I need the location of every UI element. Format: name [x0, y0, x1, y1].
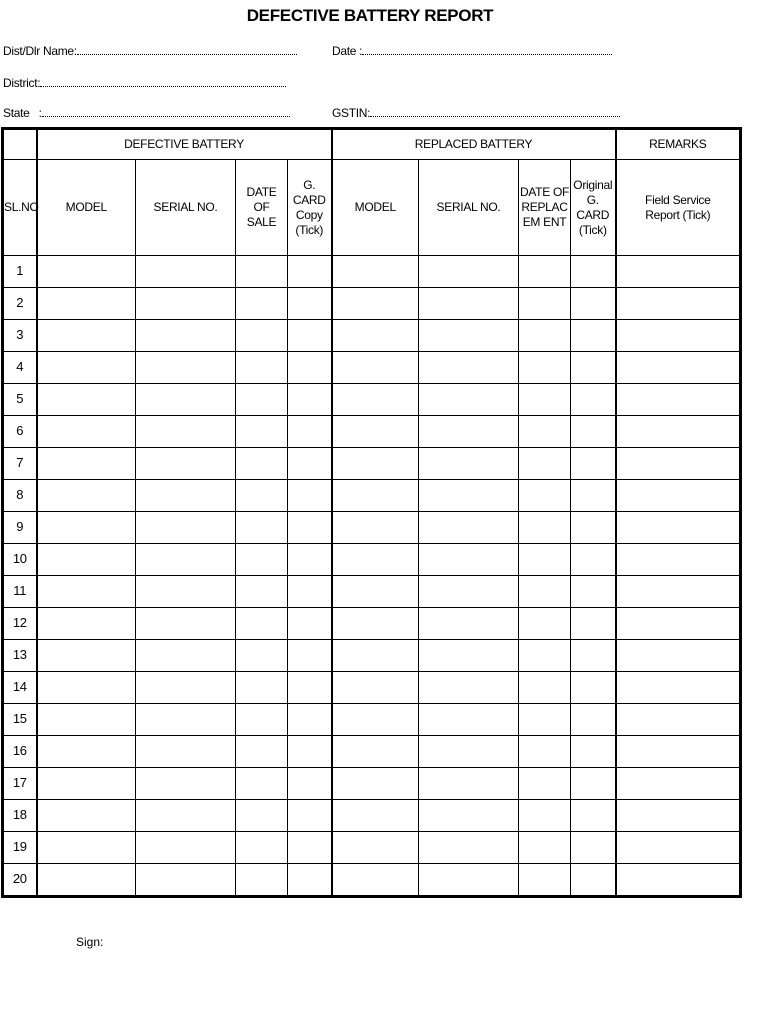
date-of-sale-cell[interactable]	[236, 800, 288, 832]
serial-no-cell[interactable]	[136, 256, 236, 288]
serial-no-cell[interactable]	[136, 448, 236, 480]
model-cell[interactable]	[37, 256, 136, 288]
row-number-cell: 2	[3, 288, 37, 320]
original-g-card-cell[interactable]	[571, 544, 616, 576]
serial-no-cell[interactable]	[136, 736, 236, 768]
replaced-model-cell[interactable]	[332, 352, 419, 384]
date-of-replacement-cell[interactable]	[519, 736, 571, 768]
model-cell[interactable]	[37, 320, 136, 352]
replaced-model-cell[interactable]	[332, 448, 419, 480]
date-line[interactable]	[362, 44, 612, 55]
date-of-sale-cell[interactable]	[236, 576, 288, 608]
row-number-cell: 9	[3, 512, 37, 544]
replaced-model-cell[interactable]	[332, 288, 419, 320]
serial-no-cell[interactable]	[136, 480, 236, 512]
sign-label: Sign:	[76, 935, 104, 949]
dist-dlr-name-line[interactable]	[77, 44, 297, 55]
replaced-serial-no-cell[interactable]	[419, 704, 519, 736]
original-g-card-cell[interactable]	[571, 512, 616, 544]
date-of-replacement-header: DATE OF REPLACEM ENT	[519, 160, 571, 256]
gstin-line[interactable]	[370, 106, 620, 117]
replaced-battery-heading: REPLACED BATTERY	[332, 129, 616, 160]
date-of-sale-cell[interactable]	[236, 640, 288, 672]
date-of-replacement-cell[interactable]	[519, 672, 571, 704]
serial-no-cell[interactable]	[136, 608, 236, 640]
date-of-replacement-cell[interactable]	[519, 704, 571, 736]
dist-dlr-name-field[interactable]	[3, 44, 297, 58]
date-of-replacement-cell[interactable]	[519, 576, 571, 608]
original-g-card-cell[interactable]	[571, 320, 616, 352]
row-number-cell: 20	[3, 864, 37, 897]
replaced-model-cell[interactable]	[332, 416, 419, 448]
replaced-model-cell[interactable]	[332, 704, 419, 736]
state-field[interactable]	[3, 106, 290, 120]
table-row	[3, 832, 741, 864]
replaced-model-cell[interactable]	[332, 608, 419, 640]
replaced-serial-no-cell[interactable]	[419, 736, 519, 768]
row-number-cell: 12	[3, 608, 37, 640]
replaced-model-cell[interactable]	[332, 672, 419, 704]
state-label: State :	[3, 106, 42, 120]
table-row	[3, 352, 741, 384]
row-number-cell: 11	[3, 576, 37, 608]
remarks-cell[interactable]	[616, 288, 741, 320]
date-of-sale-cell[interactable]	[236, 320, 288, 352]
date-of-sale-cell[interactable]	[236, 352, 288, 384]
model-cell[interactable]	[37, 480, 136, 512]
model-cell[interactable]	[37, 864, 136, 897]
table-row	[3, 256, 741, 288]
date-of-sale-header: DATE OF SALE	[236, 160, 288, 256]
gstin-label: GSTIN:	[332, 106, 371, 120]
replaced-serial-no-cell[interactable]	[419, 480, 519, 512]
replaced-model-cell[interactable]	[332, 768, 419, 800]
row-number-cell: 15	[3, 704, 37, 736]
serial-no-cell[interactable]	[136, 352, 236, 384]
replaced-model-cell[interactable]	[332, 576, 419, 608]
date-of-replacement-cell[interactable]	[519, 640, 571, 672]
remarks-cell[interactable]	[616, 672, 741, 704]
replaced-serial-no-cell[interactable]	[419, 320, 519, 352]
g-card-copy-cell[interactable]	[288, 608, 332, 640]
date-of-replacement-cell[interactable]	[519, 832, 571, 864]
table-row	[3, 864, 741, 897]
date-of-sale-cell[interactable]	[236, 288, 288, 320]
row-number-cell: 13	[3, 640, 37, 672]
date-of-replacement-cell[interactable]	[519, 800, 571, 832]
serial-no-cell[interactable]	[136, 704, 236, 736]
remarks-cell[interactable]	[616, 768, 741, 800]
serial-no-header: SERIAL NO.	[136, 160, 236, 256]
table-row	[3, 384, 741, 416]
serial-no-cell[interactable]	[136, 320, 236, 352]
g-card-copy-cell[interactable]	[288, 288, 332, 320]
date-of-replacement-cell[interactable]	[519, 448, 571, 480]
serial-no-cell[interactable]	[136, 864, 236, 897]
date-of-sale-cell[interactable]	[236, 608, 288, 640]
replaced-serial-no-cell[interactable]	[419, 288, 519, 320]
replaced-serial-no-cell[interactable]	[419, 512, 519, 544]
date-of-sale-cell[interactable]	[236, 544, 288, 576]
date-of-sale-cell[interactable]	[236, 256, 288, 288]
g-card-copy-cell[interactable]	[288, 576, 332, 608]
remarks-cell[interactable]	[616, 480, 741, 512]
g-card-copy-cell[interactable]	[288, 416, 332, 448]
g-card-copy-cell[interactable]	[288, 800, 332, 832]
replaced-serial-no-cell[interactable]	[419, 544, 519, 576]
serial-no-cell[interactable]	[136, 416, 236, 448]
date-of-sale-cell[interactable]	[236, 832, 288, 864]
date-of-replacement-cell[interactable]	[519, 864, 571, 897]
original-g-card-cell[interactable]	[571, 384, 616, 416]
table-row	[3, 480, 741, 512]
model-cell[interactable]	[37, 416, 136, 448]
date-of-replacement-cell[interactable]	[519, 288, 571, 320]
g-card-copy-cell[interactable]	[288, 672, 332, 704]
date-of-replacement-cell[interactable]	[519, 608, 571, 640]
row-number-cell: 14	[3, 672, 37, 704]
g-card-copy-cell[interactable]	[288, 448, 332, 480]
row-number-cell: 17	[3, 768, 37, 800]
date-of-sale-cell[interactable]	[236, 416, 288, 448]
gstin-field[interactable]	[332, 106, 620, 120]
table-row	[3, 608, 741, 640]
g-card-copy-cell[interactable]	[288, 640, 332, 672]
table-row	[3, 672, 741, 704]
row-number-cell: 16	[3, 736, 37, 768]
g-card-copy-cell[interactable]	[288, 512, 332, 544]
remarks-cell[interactable]	[616, 800, 741, 832]
serial-no-cell[interactable]	[136, 544, 236, 576]
g-card-copy-cell[interactable]	[288, 736, 332, 768]
table-row	[3, 544, 741, 576]
model-header: MODEL	[37, 160, 136, 256]
model-cell[interactable]	[37, 544, 136, 576]
replaced-serial-no-cell[interactable]	[419, 640, 519, 672]
replaced-serial-no-cell[interactable]	[419, 384, 519, 416]
model-cell[interactable]	[37, 448, 136, 480]
report-body	[3, 256, 741, 897]
g-card-copy-cell[interactable]	[288, 544, 332, 576]
model-cell[interactable]	[37, 640, 136, 672]
remarks-cell[interactable]	[616, 352, 741, 384]
model-cell[interactable]	[37, 608, 136, 640]
row-number-cell: 18	[3, 800, 37, 832]
serial-no-cell[interactable]	[136, 832, 236, 864]
replaced-serial-no-cell[interactable]	[419, 864, 519, 897]
date-of-sale-cell[interactable]	[236, 480, 288, 512]
date-of-sale-cell[interactable]	[236, 448, 288, 480]
table-row	[3, 640, 741, 672]
original-g-card-cell[interactable]	[571, 672, 616, 704]
original-g-card-cell[interactable]	[571, 800, 616, 832]
original-g-card-cell[interactable]	[571, 832, 616, 864]
remarks-cell[interactable]	[616, 256, 741, 288]
row-number-cell: 5	[3, 384, 37, 416]
serial-no-cell[interactable]	[136, 576, 236, 608]
original-g-card-cell[interactable]	[571, 480, 616, 512]
remarks-cell[interactable]	[616, 416, 741, 448]
original-g-card-cell[interactable]	[571, 448, 616, 480]
table-row	[3, 512, 741, 544]
date-of-replacement-cell[interactable]	[519, 544, 571, 576]
model-cell[interactable]	[37, 288, 136, 320]
original-g-card-cell[interactable]	[571, 736, 616, 768]
date-label: Date :	[332, 44, 363, 58]
table-row	[3, 768, 741, 800]
date-of-sale-cell[interactable]	[236, 512, 288, 544]
slno-group-cell	[3, 129, 37, 160]
date-of-replacement-cell[interactable]	[519, 320, 571, 352]
g-card-copy-cell[interactable]	[288, 704, 332, 736]
replaced-model-cell[interactable]	[332, 640, 419, 672]
model-cell[interactable]	[37, 736, 136, 768]
table-row	[3, 704, 741, 736]
date-of-replacement-cell[interactable]	[519, 512, 571, 544]
model-cell[interactable]	[37, 576, 136, 608]
serial-no-cell[interactable]	[136, 512, 236, 544]
remarks-cell[interactable]	[616, 576, 741, 608]
replaced-model-cell[interactable]	[332, 544, 419, 576]
replaced-serial-no-cell[interactable]	[419, 416, 519, 448]
remarks-heading: REMARKS	[616, 129, 741, 160]
replaced-serial-no-cell[interactable]	[419, 448, 519, 480]
table-row	[3, 320, 741, 352]
remarks-cell[interactable]	[616, 448, 741, 480]
date-of-sale-cell[interactable]	[236, 768, 288, 800]
model-cell[interactable]	[37, 352, 136, 384]
remarks-cell[interactable]	[616, 864, 741, 897]
defective-battery-heading: DEFECTIVE BATTERY	[37, 129, 332, 160]
date-of-sale-cell[interactable]	[236, 864, 288, 897]
g-card-copy-cell[interactable]	[288, 384, 332, 416]
table-row	[3, 800, 741, 832]
date-of-sale-cell[interactable]	[236, 704, 288, 736]
original-g-card-cell[interactable]	[571, 864, 616, 897]
slno-header: SL.NO	[3, 160, 37, 256]
g-card-copy-cell[interactable]	[288, 864, 332, 897]
serial-no-cell[interactable]	[136, 288, 236, 320]
replaced-model-cell[interactable]	[332, 384, 419, 416]
serial-no-cell[interactable]	[136, 672, 236, 704]
state-line[interactable]	[42, 106, 290, 117]
row-number-cell: 10	[3, 544, 37, 576]
g-card-copy-cell[interactable]	[288, 832, 332, 864]
dist-dlr-name-label: Dist/Dlr Name:	[3, 44, 77, 58]
serial-no-cell[interactable]	[136, 384, 236, 416]
replaced-model-cell[interactable]	[332, 864, 419, 897]
table-row	[3, 736, 741, 768]
district-label: District:	[3, 76, 41, 90]
replaced-serial-no-cell[interactable]	[419, 768, 519, 800]
replaced-serial-no-cell[interactable]	[419, 608, 519, 640]
group-header-row	[3, 129, 741, 160]
g-card-copy-cell[interactable]	[288, 480, 332, 512]
date-of-sale-cell[interactable]	[236, 736, 288, 768]
replaced-model-cell[interactable]	[332, 736, 419, 768]
district-field[interactable]	[3, 76, 286, 90]
replaced-model-cell[interactable]	[332, 832, 419, 864]
original-g-card-cell[interactable]	[571, 640, 616, 672]
replaced-serial-no-cell[interactable]	[419, 256, 519, 288]
field-service-report-header: Field Service Report (Tick)	[616, 160, 741, 256]
date-field[interactable]	[332, 44, 612, 58]
date-of-replacement-cell[interactable]	[519, 416, 571, 448]
g-card-copy-cell[interactable]	[288, 352, 332, 384]
original-g-card-cell[interactable]	[571, 288, 616, 320]
replaced-serial-no-cell[interactable]	[419, 576, 519, 608]
row-number-cell: 6	[3, 416, 37, 448]
original-g-card-cell[interactable]	[571, 576, 616, 608]
remarks-cell[interactable]	[616, 832, 741, 864]
row-number-cell: 8	[3, 480, 37, 512]
table-row	[3, 416, 741, 448]
model-cell[interactable]	[37, 800, 136, 832]
row-number-cell: 1	[3, 256, 37, 288]
defective-battery-table	[1, 127, 742, 898]
date-of-sale-cell[interactable]	[236, 672, 288, 704]
date-of-replacement-cell[interactable]	[519, 768, 571, 800]
g-card-copy-cell[interactable]	[288, 768, 332, 800]
row-number-cell: 7	[3, 448, 37, 480]
replaced-model-cell[interactable]	[332, 512, 419, 544]
model-cell[interactable]	[37, 704, 136, 736]
remarks-cell[interactable]	[616, 512, 741, 544]
column-header-row	[3, 160, 741, 256]
model-cell[interactable]	[37, 768, 136, 800]
remarks-cell[interactable]	[616, 608, 741, 640]
model-cell[interactable]	[37, 512, 136, 544]
date-of-replacement-cell[interactable]	[519, 384, 571, 416]
replaced-serial-no-cell[interactable]	[419, 352, 519, 384]
remarks-cell[interactable]	[616, 704, 741, 736]
original-g-card-cell[interactable]	[571, 768, 616, 800]
original-g-card-header: Original G. CARD (Tick)	[571, 160, 616, 256]
date-of-replacement-cell[interactable]	[519, 480, 571, 512]
model-cell[interactable]	[37, 672, 136, 704]
g-card-copy-cell[interactable]	[288, 320, 332, 352]
replaced-model-header: MODEL	[332, 160, 419, 256]
replaced-serial-no-header: SERIAL NO.	[419, 160, 519, 256]
serial-no-cell[interactable]	[136, 768, 236, 800]
date-of-replacement-cell[interactable]	[519, 256, 571, 288]
model-cell[interactable]	[37, 832, 136, 864]
replaced-model-cell[interactable]	[332, 320, 419, 352]
report-title: DEFECTIVE BATTERY REPORT	[246, 6, 494, 25]
g-card-copy-cell[interactable]	[288, 256, 332, 288]
replaced-model-cell[interactable]	[332, 256, 419, 288]
date-of-sale-cell[interactable]	[236, 384, 288, 416]
original-g-card-cell[interactable]	[571, 256, 616, 288]
serial-no-cell[interactable]	[136, 640, 236, 672]
serial-no-cell[interactable]	[136, 800, 236, 832]
g-card-copy-header: G. CARD Copy (Tick)	[288, 160, 332, 256]
remarks-cell[interactable]	[616, 736, 741, 768]
replaced-serial-no-cell[interactable]	[419, 832, 519, 864]
table-row	[3, 288, 741, 320]
row-number-cell: 19	[3, 832, 37, 864]
remarks-cell[interactable]	[616, 320, 741, 352]
date-of-replacement-cell[interactable]	[519, 352, 571, 384]
table-row	[3, 576, 741, 608]
original-g-card-cell[interactable]	[571, 352, 616, 384]
table-row	[3, 448, 741, 480]
original-g-card-cell[interactable]	[571, 416, 616, 448]
original-g-card-cell[interactable]	[571, 704, 616, 736]
replaced-model-cell[interactable]	[332, 480, 419, 512]
replaced-serial-no-cell[interactable]	[419, 672, 519, 704]
district-line[interactable]	[40, 76, 286, 87]
replaced-serial-no-cell[interactable]	[419, 800, 519, 832]
row-number-cell: 4	[3, 352, 37, 384]
remarks-cell[interactable]	[616, 640, 741, 672]
model-cell[interactable]	[37, 384, 136, 416]
row-number-cell: 3	[3, 320, 37, 352]
replaced-model-cell[interactable]	[332, 800, 419, 832]
remarks-cell[interactable]	[616, 544, 741, 576]
original-g-card-cell[interactable]	[571, 608, 616, 640]
remarks-cell[interactable]	[616, 384, 741, 416]
